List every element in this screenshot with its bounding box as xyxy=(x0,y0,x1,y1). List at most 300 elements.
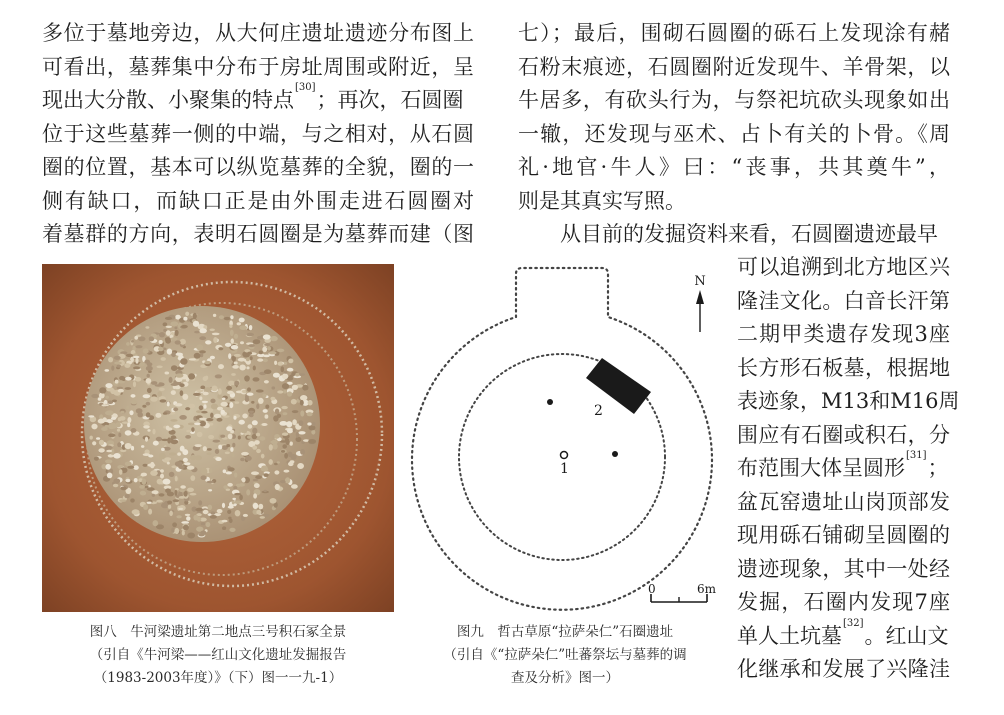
stone xyxy=(273,373,280,378)
stone xyxy=(144,360,150,364)
text-line: 石粉末痕迹，石圆圈附近发现牛、羊骨架，以 xyxy=(518,54,950,79)
stone xyxy=(175,340,181,344)
stone xyxy=(146,366,153,371)
stone xyxy=(238,436,241,440)
stone xyxy=(261,466,267,470)
stone xyxy=(219,315,224,319)
stone xyxy=(234,334,238,339)
narrow-column-text xyxy=(737,251,960,687)
stone xyxy=(148,509,152,515)
caption-line: 图九 哲古草原“拉萨朵仁”石圈遗址 xyxy=(456,624,674,640)
citation-ref: [31] xyxy=(906,450,927,461)
stone xyxy=(160,474,164,479)
stone xyxy=(239,325,247,330)
stone xyxy=(218,445,222,450)
stone xyxy=(160,399,167,402)
stone xyxy=(246,333,254,337)
stone xyxy=(247,387,251,391)
stone xyxy=(108,424,114,429)
stone xyxy=(200,386,205,390)
stone xyxy=(199,336,206,340)
text-line xyxy=(737,452,950,486)
stone xyxy=(269,459,273,465)
stone xyxy=(118,389,124,393)
stone xyxy=(246,357,250,361)
stone xyxy=(133,366,140,369)
stone xyxy=(119,499,126,502)
stone xyxy=(287,368,294,372)
stone xyxy=(224,317,231,320)
caption-line: 查及分析》图一） xyxy=(511,670,619,686)
stone xyxy=(291,399,297,405)
figure-8-caption xyxy=(42,621,394,690)
stone xyxy=(165,488,171,493)
stone xyxy=(172,522,177,527)
stone xyxy=(160,469,164,472)
stone xyxy=(300,400,304,406)
stone xyxy=(108,357,113,362)
stone xyxy=(134,478,138,482)
stone xyxy=(174,327,177,330)
stone xyxy=(263,334,271,339)
stone xyxy=(150,470,158,476)
stone xyxy=(307,422,311,425)
stone xyxy=(222,526,226,530)
stone xyxy=(270,397,275,401)
stone xyxy=(117,387,124,390)
stone xyxy=(157,479,163,485)
stone xyxy=(133,356,140,359)
stone xyxy=(231,453,234,457)
stone xyxy=(139,362,145,366)
stone xyxy=(253,479,259,481)
stone xyxy=(135,358,138,364)
stone xyxy=(226,471,232,474)
stone xyxy=(206,418,214,421)
right-column-text xyxy=(518,17,950,252)
stone xyxy=(119,416,125,421)
stone xyxy=(205,340,211,344)
stone xyxy=(253,503,259,509)
stone xyxy=(255,475,262,479)
stone xyxy=(230,447,233,452)
stone xyxy=(188,423,195,426)
paragraph-start: 从目前的发掘资料来看，石圆圈遗迹最早 xyxy=(560,222,938,246)
stone xyxy=(200,531,206,535)
stone xyxy=(178,465,184,469)
stone xyxy=(190,475,195,481)
stone xyxy=(298,431,305,434)
stone xyxy=(249,413,254,417)
text-segment: ； xyxy=(927,456,949,480)
stone xyxy=(241,452,249,456)
text-segment: 布范围大体呈圆形 xyxy=(737,456,905,480)
stone xyxy=(201,475,207,480)
stone xyxy=(169,511,173,517)
stone xyxy=(212,333,220,336)
stone xyxy=(234,381,239,386)
stone xyxy=(150,462,155,468)
stone xyxy=(183,317,187,321)
text-line: 牛居多，有砍头行为，与祭祀坑砍头现象如出 xyxy=(518,88,950,112)
stone xyxy=(234,472,237,477)
stone xyxy=(131,340,134,343)
text-line: 圈的位置，基本可以纵览墓葬的全貌，圈的一 xyxy=(42,155,474,179)
stone xyxy=(125,430,132,435)
stone xyxy=(284,453,288,459)
stone xyxy=(233,486,237,489)
stone xyxy=(185,407,190,410)
stone xyxy=(106,450,112,453)
stone xyxy=(155,384,163,386)
stone xyxy=(186,516,190,521)
stone xyxy=(240,380,246,384)
stone xyxy=(105,396,109,399)
stone xyxy=(245,456,252,461)
stone xyxy=(173,407,178,411)
stone xyxy=(166,326,172,328)
stone xyxy=(254,440,260,445)
stone xyxy=(163,322,168,326)
stone xyxy=(157,391,162,396)
stone xyxy=(143,504,148,510)
stone xyxy=(125,479,130,482)
stone xyxy=(143,464,148,467)
stone xyxy=(213,440,221,443)
stone xyxy=(147,487,155,491)
stone xyxy=(91,394,98,398)
stone xyxy=(148,371,152,373)
left-column-text xyxy=(42,17,474,252)
text-segment: 。红山文 xyxy=(864,623,949,648)
stone xyxy=(182,394,188,400)
stone xyxy=(231,345,238,350)
stone xyxy=(230,315,233,319)
stone xyxy=(278,362,283,366)
stone xyxy=(92,441,96,445)
stone xyxy=(178,508,183,510)
stone xyxy=(230,430,234,434)
stone xyxy=(253,377,260,381)
stone xyxy=(232,365,239,369)
feature-label-2: 2 xyxy=(594,403,603,419)
stone xyxy=(199,350,206,353)
stone xyxy=(207,448,212,451)
stone xyxy=(113,484,118,487)
stone xyxy=(247,436,252,439)
stone xyxy=(99,440,104,446)
stone xyxy=(163,412,168,415)
stone xyxy=(116,422,121,427)
stone xyxy=(196,410,202,413)
stone xyxy=(252,446,257,450)
stone xyxy=(277,349,285,353)
stone xyxy=(199,396,202,400)
stone xyxy=(270,336,278,341)
stone xyxy=(213,314,216,317)
stone xyxy=(90,436,93,440)
stone xyxy=(256,449,261,453)
stone xyxy=(264,490,267,492)
stone xyxy=(201,522,205,525)
stone xyxy=(282,383,289,389)
stone xyxy=(232,501,235,505)
stone xyxy=(293,428,296,432)
stone xyxy=(153,441,159,446)
stone xyxy=(222,398,226,401)
stone xyxy=(288,462,294,466)
stone xyxy=(229,325,232,328)
stone xyxy=(108,433,115,437)
stone xyxy=(270,441,276,443)
stone xyxy=(201,411,207,414)
stone xyxy=(147,374,150,378)
text-line xyxy=(737,617,950,654)
stone xyxy=(158,347,163,351)
stone xyxy=(222,503,225,508)
stone xyxy=(167,462,170,465)
text-line: 化继承和发展了兴隆洼 xyxy=(737,657,950,681)
stone xyxy=(231,339,234,344)
stone xyxy=(291,454,297,460)
stone xyxy=(269,444,273,450)
stone xyxy=(282,373,288,379)
stone xyxy=(231,373,236,376)
stone xyxy=(143,453,150,456)
stone xyxy=(227,483,233,487)
stone xyxy=(300,395,307,401)
stone xyxy=(312,422,316,426)
stone xyxy=(195,444,202,447)
stone xyxy=(247,393,254,396)
stone xyxy=(189,358,196,360)
stone xyxy=(227,391,234,395)
stone xyxy=(239,365,246,371)
stone xyxy=(171,390,176,395)
stone xyxy=(218,347,223,350)
caption-line: （1983-2003年度）》（下）图一一九-1） xyxy=(93,670,343,686)
stone xyxy=(119,376,125,380)
feature-dot xyxy=(612,451,618,457)
stone xyxy=(166,426,170,430)
stone xyxy=(207,481,214,483)
stone xyxy=(111,365,114,370)
stone xyxy=(217,394,222,399)
stone xyxy=(279,421,287,426)
stone xyxy=(131,400,138,404)
stone xyxy=(133,381,136,387)
stone xyxy=(125,387,132,390)
stone xyxy=(146,412,151,417)
stone xyxy=(180,339,186,345)
stone xyxy=(296,437,302,442)
stone xyxy=(256,404,259,410)
stone xyxy=(145,326,149,328)
stone xyxy=(156,500,163,503)
feature-label-1: 1 xyxy=(560,461,569,477)
text-line: 发掘，石圈内发现7座 xyxy=(737,590,950,614)
stone xyxy=(120,449,126,452)
stone xyxy=(139,485,145,489)
stone xyxy=(251,471,259,475)
stone xyxy=(246,366,249,369)
stone xyxy=(197,517,201,522)
text-segment: 单人土坑墓 xyxy=(737,623,842,648)
stone xyxy=(252,428,257,434)
stone xyxy=(202,401,208,403)
stone xyxy=(297,463,304,469)
stone xyxy=(226,444,230,447)
text-line: 遗迹现象，其中一处经 xyxy=(737,556,950,581)
stone xyxy=(217,418,223,422)
stone xyxy=(270,498,277,504)
stone xyxy=(193,321,199,327)
stone xyxy=(275,409,279,415)
stone xyxy=(256,510,261,515)
stone xyxy=(262,347,267,353)
stone xyxy=(118,433,121,438)
text-line: 礼·地官·牛人》曰：“丧事，共其奠牛”， xyxy=(518,155,950,179)
stone xyxy=(288,359,293,364)
stone xyxy=(185,435,191,439)
stone xyxy=(165,337,171,341)
stone xyxy=(193,313,197,319)
stone xyxy=(232,498,236,500)
caption-line: 图八 牛河梁遗址第二地点三号积石冢全景 xyxy=(89,624,347,640)
stone xyxy=(235,401,240,403)
stone xyxy=(197,432,203,437)
text-line: 着墓群的方向，表明石圆圈是为墓葬而建（图 xyxy=(42,222,474,246)
stone xyxy=(143,425,150,428)
stone xyxy=(168,505,171,509)
stone xyxy=(169,452,176,455)
text-line: 侧有缺口，而缺口正是由外围走进石圆圈对 xyxy=(42,188,474,213)
stone xyxy=(210,356,215,360)
stone xyxy=(167,437,171,443)
stone xyxy=(175,528,180,534)
stone xyxy=(283,412,288,415)
stone xyxy=(180,358,187,364)
stone xyxy=(281,366,285,372)
stone xyxy=(260,516,265,519)
stone xyxy=(300,449,305,455)
stone xyxy=(112,400,117,403)
stone xyxy=(183,525,189,531)
stone xyxy=(195,508,203,512)
text-line: 盆瓦窑遗址山岗顶部发 xyxy=(737,489,950,514)
citation-ref: [30] xyxy=(295,82,316,93)
stone xyxy=(218,388,222,394)
stone xyxy=(165,372,170,375)
stone xyxy=(176,353,183,356)
stone xyxy=(256,389,264,392)
stone xyxy=(117,365,121,368)
stone xyxy=(174,490,177,496)
stone xyxy=(308,439,316,444)
caption-line: （引自《“拉萨朵仁”吐蕃祭坛与墓葬的调 xyxy=(443,647,687,663)
stone xyxy=(196,390,204,393)
stone xyxy=(262,394,266,398)
stone xyxy=(185,312,189,316)
stone xyxy=(203,376,208,381)
stone xyxy=(147,502,152,504)
stone-circle-site-plan xyxy=(404,262,718,612)
stone xyxy=(284,470,290,473)
stone xyxy=(173,499,180,502)
stone xyxy=(191,427,194,432)
stone xyxy=(124,494,129,498)
stone xyxy=(215,449,219,454)
stone xyxy=(228,467,235,471)
stone xyxy=(147,429,150,432)
stone xyxy=(171,527,174,533)
stone xyxy=(179,383,184,387)
stone xyxy=(302,385,308,391)
stone xyxy=(146,402,151,406)
stone xyxy=(230,399,235,401)
stone xyxy=(229,528,235,532)
stone xyxy=(234,493,241,495)
stone xyxy=(229,402,233,408)
stone xyxy=(105,425,109,428)
stone xyxy=(170,439,178,444)
stone xyxy=(126,354,133,357)
stone xyxy=(247,352,252,355)
stone xyxy=(113,478,120,483)
stone xyxy=(203,510,209,514)
stone xyxy=(163,479,171,485)
stone xyxy=(171,383,179,386)
stone xyxy=(274,361,277,365)
stone xyxy=(228,434,233,440)
stone xyxy=(299,373,305,376)
stone xyxy=(228,506,234,509)
stone xyxy=(117,429,120,432)
stone xyxy=(229,519,233,524)
stone xyxy=(282,433,288,436)
stone xyxy=(292,385,298,390)
caption-line: （引自《牛河梁——红山文化遗址发掘报告 xyxy=(89,647,347,663)
stone xyxy=(261,454,265,459)
stone xyxy=(211,511,216,514)
stone xyxy=(159,332,165,337)
stone xyxy=(210,399,215,404)
stone xyxy=(135,377,141,382)
stone xyxy=(156,437,162,441)
stone xyxy=(141,445,144,448)
stone xyxy=(113,453,120,459)
stone xyxy=(259,351,263,355)
stone xyxy=(245,397,249,402)
stone xyxy=(143,348,149,353)
stone xyxy=(194,331,200,334)
stone xyxy=(194,423,201,426)
stone xyxy=(182,531,185,536)
stone xyxy=(179,415,187,420)
stone xyxy=(167,402,170,407)
stone xyxy=(190,493,197,496)
stone xyxy=(125,443,132,449)
stone xyxy=(179,489,185,492)
stone xyxy=(223,485,228,489)
stone xyxy=(208,435,214,439)
text-line: 长方形石板墓，根据地 xyxy=(737,355,950,380)
stone xyxy=(111,417,116,420)
stone xyxy=(105,383,112,388)
stone xyxy=(291,484,298,489)
text-segment: 现出大分散、小聚集的特点 xyxy=(42,88,294,112)
stone xyxy=(96,437,100,440)
